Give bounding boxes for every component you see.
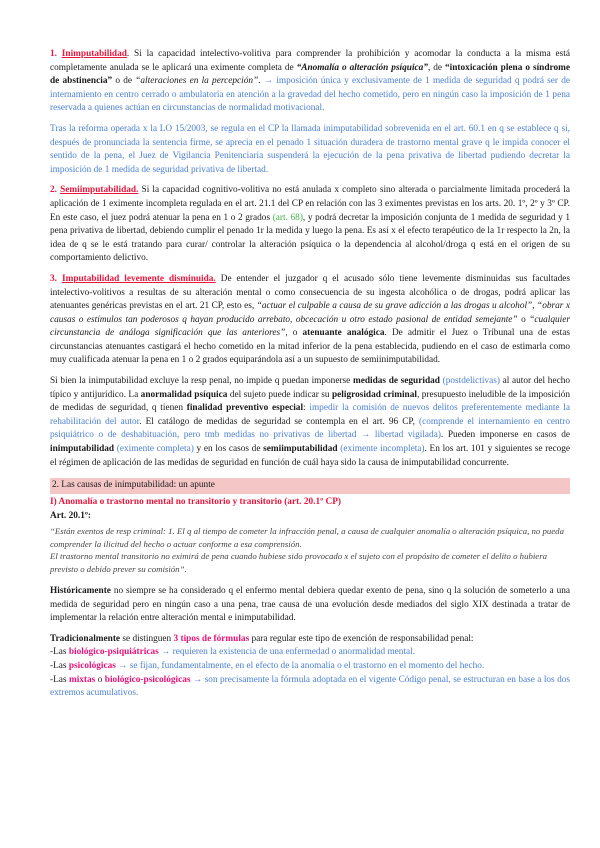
paragraph-tradicionalmente: Tradicionalmente se distinguen 3 tipos de fórmulas para regular este tipo de exención de responsabilidad penal: <box>50 633 474 644</box>
document-page <box>50 48 570 701</box>
paragraph-historicamente: Históricamente no siempre se ha considerado q el enfermo mental debiera quedar exento de pena, sino q la solución de someterlo a una medida de seguridad pero en ningún caso a una pena, trae causa de una evolución desde mediados del siglo XIX destinada a tratar de implementar la relación entre alteración mental e inimputabilidad. <box>50 586 570 624</box>
paragraph-imputabilidad-disminuida: 3. Imputabilidad levemente disminuida. De entender el juzgador q el acusado sólo tiene levemente disminuidas sus facultades intelectivo-volitivos a resultas de su alteración mental o como consecuencia de su ingesta alcohólica o de drogas, podrá aplicar las atenuantes genéricas previstas en el art. 21 CP, esto es, “actuar el culpable a causa de su grave adicción a las drogas u alcohol”, “obrar x causas o estímulos tan poderosos q hayan producido arrebato, obcecación u otro estado pasional de entidad semejante” o “cualquier circunstancia de análoga significación que las anteriores”, o atenuante analógica. De admitir el Juez o Tribunal una de estas circunstancias atenuantes castigará el hecho cometido en la mitad inferior de la pena establecida, pudiendo en el caso de estimarla como muy cualificada atenuar la pena en 1 o 2 grados equiparándola así a un supuesto de semiinimputabilidad. <box>50 273 570 366</box>
heading-imputabilidad-disminuida: Imputabilidad levemente disminuida. <box>61 273 216 284</box>
paragraph-inimputabilidad: 1. Inimputabilidad. Si la capacidad intelectivo-volitiva para comprender la prohibición y acomodar la conducta a la misma está completamente anulada se le aplicará una eximente completa de “Anomalía o alteración psíquica”, de “intoxicación plena o síndrome de abstinencia” o de “alteraciones en la percepción”. → imposición única y exclusivamente de 1 medida de seguridad q podrá ser de internamiento en centro cerrado o ambulatoria en atención a la gravedad del hecho cometido, pero en ningún caso la imposición de 1 pena reservada a quienes actúan en circunstancias de normalidad motivacional. <box>50 49 571 114</box>
heading-inimputabilidad: Inimputabilidad <box>61 49 127 59</box>
list-item: -Las mixtas o biológico-psicológicas → son precisamente la fórmula adoptada en el vigente Código penal, se estructuran en base a los dos extremos acumulativos. <box>50 674 571 699</box>
paragraph-inimputabilidad-sobrevenida: Tras la reforma operada x la LO 15/2003, se regula en el CP la llamada inimputabilidad sobrevenida en el art. 60.1 en q se establece q si, después de pronunciada la sentencia firme, se aprecia en el penado 1 situación duradera de trastorno mental grave q le impida conocer el sentido de la pena, el Juez de Vigilancia Penitenciaria suspenderá la ejecución de la pena privativa de libertad pudiendo decretar la imposición de 1 medida de seguridad privativa de libertad. <box>50 123 570 175</box>
article-quote: “Están exentos de resp criminal: 1. El q al tiempo de cometer la infracción penal, a causa de cualquier anomalía o alteración psíquica, no pueda comprender la ilicitud del hecho o actuar conforme a esa comprensión. El trastorno mental transitorio no eximirá de pena cuando hubiese sido provocado x el sujeto con el propósito de cometer el delito o hubiera previsto o debido prever su comisión”. <box>50 526 564 574</box>
article-title: Art. 20.1º: <box>50 511 92 522</box>
subheading-anomalia: I) Anomalía o trastorno mental no transitorio y transitorio (art. 20.1º CP) <box>50 496 341 507</box>
paragraph-medidas-seguridad: Si bien la inimputabilidad excluye la resp penal, no impide q puedan imponerse medidas de seguridad (postdelictivas) al autor del hecho típico y antijurídico. La anormalidad psíquica del sujeto puede indicar su peligrosidad criminal, presupuesto ineludible de la imposición de medidas de seguridad, q tienen finalidad preventivo especial: impedir la comisión de nuevos delitos preferentemente mediante la rehabilitación del autor. El catálogo de medidas de seguridad se contempla en el art. 96 CP, (comprende el internamiento en centro psiquiátrico o de deshabituación, pero tmb medidas no privativas de libertad → libertad vigilada). Pueden imponerse en casos de inimputabilidad (eximente completa) y en los casos de semiimputabilidad (eximente incompleta). En los art. 101 y siguientes se recoge el régimen de aplicación de las medidas de seguridad en función de cuál haya sido la causa de inimputabilidad concurrente. <box>50 376 570 468</box>
formulas-section <box>50 633 570 701</box>
list-item: -Las psicológicas → se fijan, fundamentalmente, en el efecto de la anomalía o el trastorno en el momento del hecho. <box>50 660 485 671</box>
item-number: 1. <box>50 49 62 59</box>
paragraph-semiimputabilidad: 2. Semiimputabilidad. Si la capacidad cognitivo-volitiva no está anulada x completo sino alterada o parcialmente limitada procederá la aplicación de 1 eximente incompleta regulada en el art. 21.1 del CP en relación con las 3 eximentes previstas en los arts. 20. 1º, 2º y 3º CP. En este caso, el juez podrá atenuar la pena en 1 o 2 grados (art. 68), y podrá decretar la imposición conjunta de 1 medida de seguridad y 1 pena privativa de libertad, debiendo cumplir el penado 1r la medida y luego la pena. Es así x el efecto terapéutico de la 1r respecto la 2n, la idea de q se le está tratando para curar/ controlar la alteración psíquica o la dependencia al alcohol/droga q está en el origen de su comportamiento delictivo. <box>50 185 571 264</box>
heading-semiimputabilidad: Semiimputabilidad. <box>60 185 139 196</box>
section-header-bar: 2. Las causas de inimputabilidad: un apunte <box>50 478 570 494</box>
list-item: -Las biológico-psiquiátricas → requieren la existencia de una enfermedad o anormalidad mental. <box>50 647 416 658</box>
